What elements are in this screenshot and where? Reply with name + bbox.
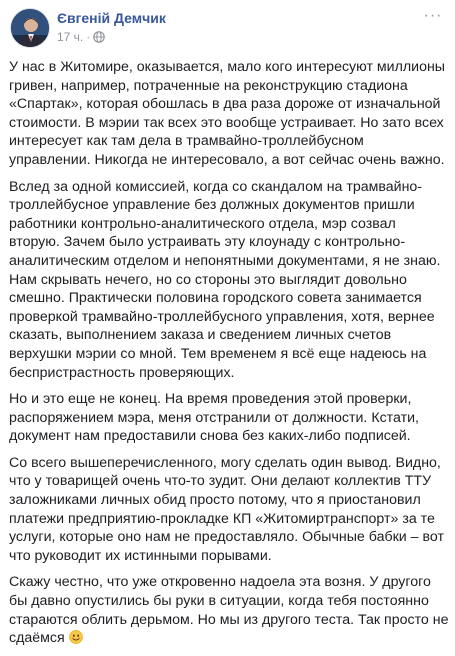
avatar-photo-icon (11, 9, 50, 48)
post-paragraph: У нас в Житомире, оказывается, мало кого интересуют миллионы гривен, например, потраченные на реконструкцию стадиона «Спартак», которая обошлась в два раза дороже от изначальной стоимости. В мэрии так всех это вообще устраивает. Но зато всех интересует как там дела в трамвайно-троллейбусном управлении. Никогда не интересовало, а вот сейчас очень важно. (9, 59, 445, 168)
globe-icon[interactable] (93, 31, 105, 43)
post-paragraph: Со всего вышеперечисленного, могу сделать один вывод. Видно, что у товарищей очень что-то зудит. Они делают коллектив ТТУ заложниками личных обид просто потому, что я приостановил платежи предприятию-прокладке КП «Житомиртранспорт» за те услуги, которые оно нам не предоставляло. Обычные бабки – вот что руководит их истинными порывами. (9, 454, 444, 564)
post-paragraph-text: Скажу честно, что уже откровенно надоела эта возня. У другого бы давно опустились бы руки в ситуации, когда тебя постоянно стараются облить дерьмом. Но мы из другого теста. Так просто не сдаёмся (9, 574, 449, 647)
post-body (9, 58, 449, 656)
post-paragraph: Но и это еще не конец. На время проведения этой проверки, распоряжением мэра, меня отстранили от должности. Кстати, документ нам предоставили снова без каких-либо подписей. (9, 391, 419, 445)
more-options-icon[interactable]: ··· (423, 7, 443, 24)
smiling-face-emoji-icon (69, 630, 83, 644)
post-paragraph-last (9, 573, 449, 647)
author-avatar[interactable] (10, 8, 50, 48)
post-paragraph: Нам скрывать нечего, но со стороны это выглядит довольно смешно. Практически половина городского совета занимается проверкой трамвайно-троллейбусного управления, хотя, вернее сказать, выполнением заказа и сведением личных счетов верхушки мэрии со мной. Тем временем я всё еще надеюсь на беспристрастность проверяющих. (9, 271, 435, 381)
author-name[interactable]: Євгеній Демчик (57, 10, 166, 26)
post-paragraph: Вслед за одной комиссией, когда со скандалом на трамвайно-троллейбусное управление без должных документов пришли работники контрольно-аналитического отдела, мэр созвал вторую. Зачем было устраивать эту клоунаду с контрольно-аналитическим отделом и непонятными документами, я не знаю. (9, 178, 441, 269)
post-header (0, 0, 455, 48)
meta-separator: · (86, 30, 91, 44)
post-meta (57, 30, 105, 44)
post-time[interactable]: 17 ч. (57, 30, 84, 44)
